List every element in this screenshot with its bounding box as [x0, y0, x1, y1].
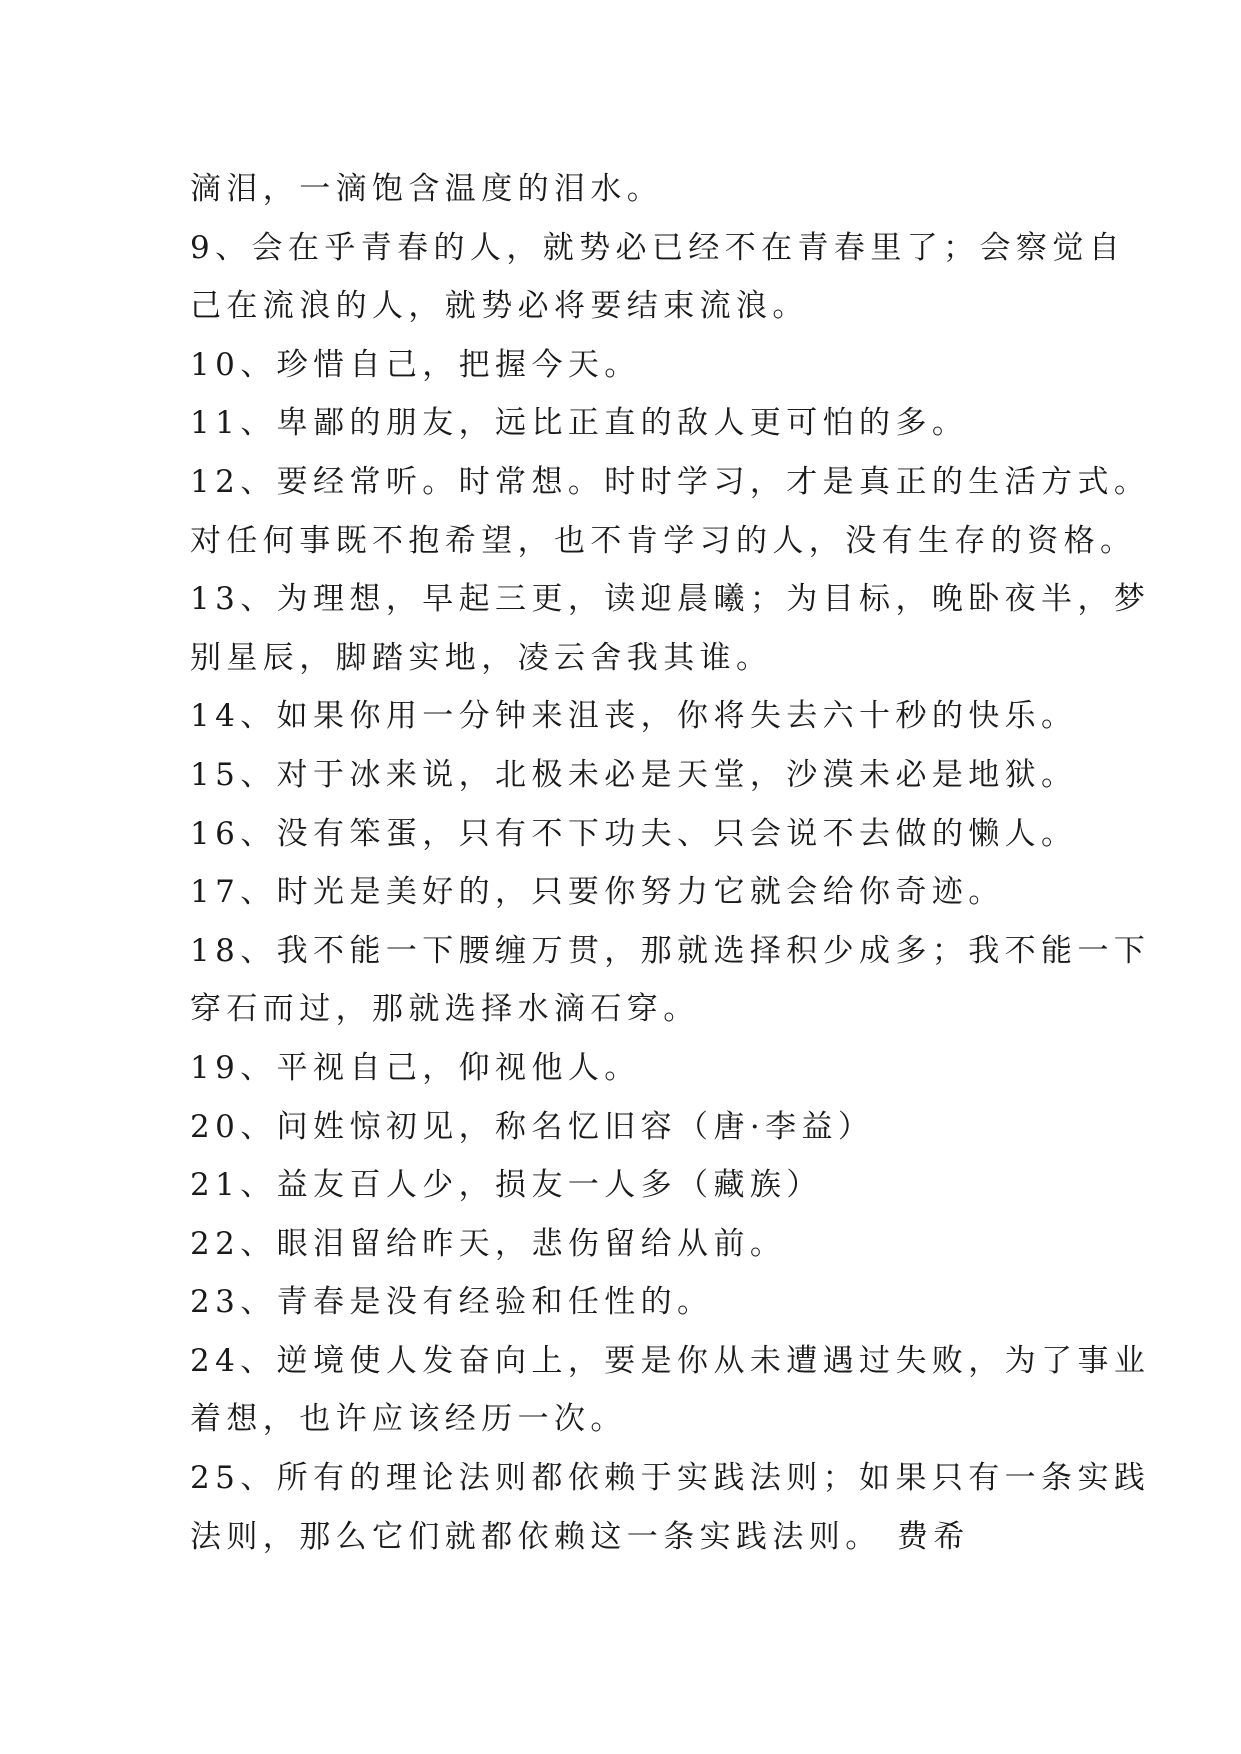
- text-line: 17、时光是美好的，只要你努力它就会给你奇迹。: [190, 874, 1005, 911]
- text-line: 穿石而过，那就选择水滴石穿。: [190, 991, 700, 1028]
- text-line: 14、如果你用一分钟来沮丧，你将失去六十秒的快乐。: [190, 698, 1078, 735]
- text-line: 对任何事既不抱希望，也不肯学习的人，没有生存的资格。: [190, 522, 1137, 559]
- text-line: 15、对于冰来说，北极未必是天堂，沙漠未必是地狱。: [190, 756, 1078, 793]
- text-line: 19、平视自己，仰视他人。: [190, 1049, 641, 1086]
- text-line: 16、没有笨蛋，只有不下功夫、只会说不去做的懒人。: [190, 815, 1078, 852]
- text-line: 20、问姓惊初见，称名忆旧容（唐·李益）: [190, 1108, 875, 1145]
- text-line: 9、会在乎青春的人，就势必已经不在青春里了；会察觉自: [190, 229, 1126, 266]
- text-line: 滴泪，一滴饱含温度的泪水。: [190, 171, 664, 207]
- text-line: 11、卑鄙的朋友，远比正直的敌人更可怕的多。: [190, 405, 969, 442]
- text-line: 己在流浪的人，就势必将要结束流浪。: [190, 288, 809, 325]
- text-line: 法则，那么它们就都依赖这一条实践法则。 费希: [190, 1518, 970, 1555]
- document-body: [190, 160, 1151, 1566]
- text-line: 21、益友百人少，损友一人多（藏族）: [190, 1167, 823, 1204]
- text-line: 13、为理想，早起三更，读迎晨曦；为目标，晚卧夜半，梦: [190, 581, 1151, 618]
- text-line: 着想，也许应该经历一次。: [190, 1401, 627, 1438]
- text-line: 别星辰，脚踏实地，凌云舍我其谁。: [190, 639, 773, 676]
- text-line: 12、要经常听。时常想。时时学习，才是真正的生活方式。: [190, 463, 1151, 500]
- text-line: 22、眼泪留给昨天，悲伤留给从前。: [190, 1225, 787, 1262]
- text-line: 18、我不能一下腰缠万贯，那就选择积少成多；我不能一下: [190, 932, 1151, 969]
- text-line: 23、青春是没有经验和任性的。: [190, 1284, 714, 1321]
- text-line: 10、珍惜自己，把握今天。: [190, 346, 641, 383]
- text-line: 25、所有的理论法则都依赖于实践法则；如果只有一条实践: [190, 1460, 1151, 1497]
- text-line: 24、逆境使人发奋向上，要是你从未遭遇过失败，为了事业: [190, 1342, 1151, 1379]
